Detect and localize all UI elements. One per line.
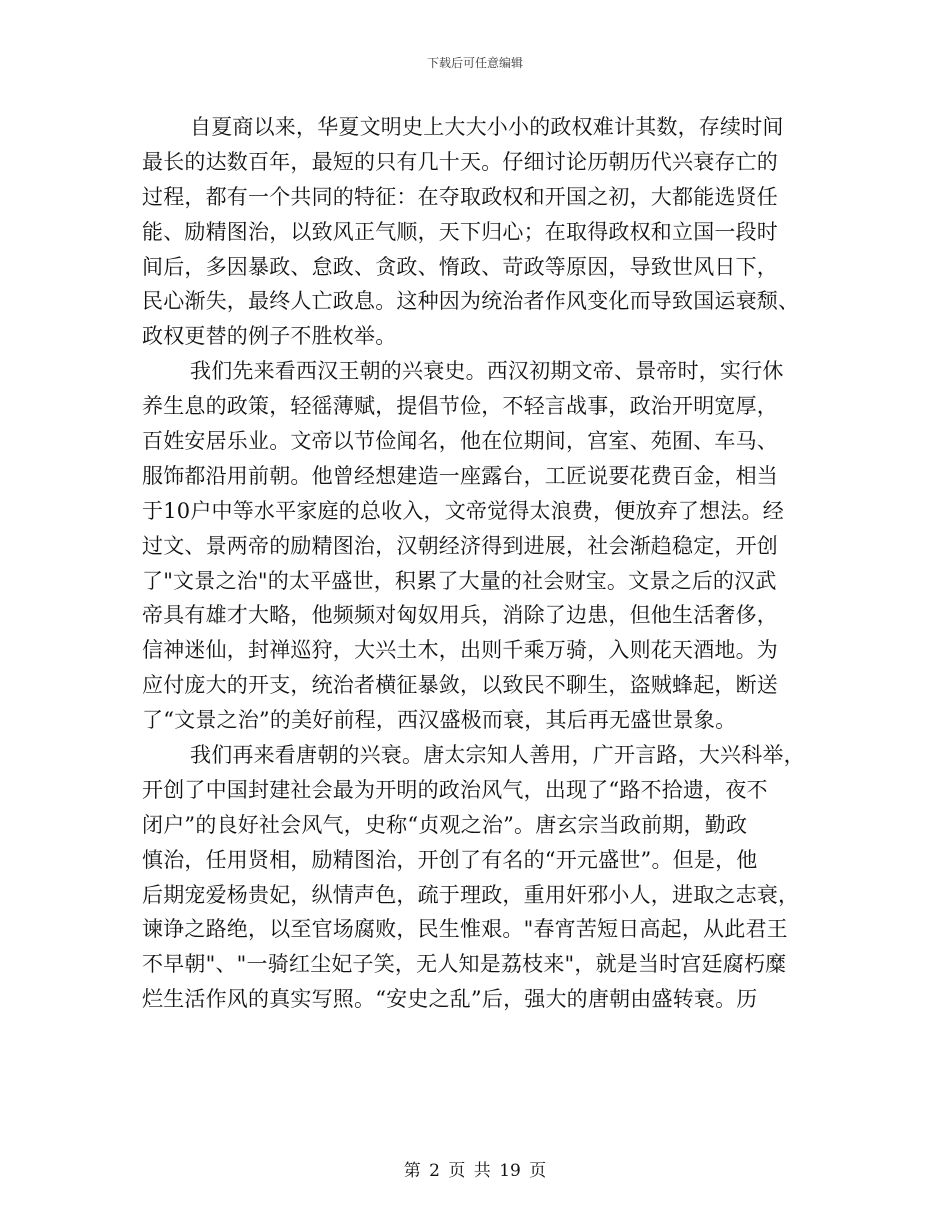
text-line: 过程，都有一个共同的特征：在夺取政权和开国之初，大都能选贤任 — [142, 184, 778, 209]
text-line: 烂生活作风的真实写照。“安史之乱”后，强大的唐朝由盛转衰。历 — [142, 987, 758, 1012]
text-line: 最长的达数百年，最短的只有几十天。仔细讨论历朝历代兴衰存亡的 — [142, 149, 778, 174]
paragraph-2 — [142, 354, 808, 738]
page-number-footer: 第 2 页 共 19 页 — [403, 1161, 547, 1181]
document-body — [142, 110, 808, 1017]
text-line: 应付庞大的开支，统治者横征暴敛，以致民不聊生，盗贼蜂起，断送 — [142, 673, 778, 698]
text-line: 服饰都沿用前朝。他曾经想建造一座露台，工匠说要花费百金，相当 — [142, 463, 778, 488]
text-line: 谏诤之路绝，以至官场腐败，民生惟艰。"春宵苦短日高起，从此君王 — [142, 917, 788, 942]
text-line: 开创了中国封建社会最为开明的政治风气，出现了“路不拾遗，夜不 — [142, 777, 768, 802]
text-line: 慎治，任用贤相，励精图治，开创了有名的“开元盛世”。但是，他 — [142, 847, 758, 872]
text-line: 闭户”的良好社会风气，史称“贞观之治”。唐玄宗当政前期，勤政 — [142, 812, 748, 837]
text-line: 信神迷仙，封禅巡狩，大兴土木，出则千乘万骑，入则花天酒地。为 — [142, 638, 778, 663]
text-line: 自夏商以来，华夏文明史上大大小小的政权难计其数，存续时间 — [190, 115, 784, 139]
text-line: 百姓安居乐业。文帝以节俭闻名，他在位期间，宫室、苑囿、车马、 — [142, 429, 778, 454]
paragraph-3 — [142, 738, 808, 1017]
text-line: 了“文景之治”的美好前程，西汉盛极而衰，其后再无盛世景象。 — [142, 708, 737, 733]
text-line: 不早朝"、"一骑红尘妃子笑，无人知是荔枝来"，就是当时宫廷腐朽糜 — [142, 952, 787, 977]
paragraph-1 — [142, 110, 808, 354]
text-line: 间后，多因暴政、怠政、贪政、惰政、苛政等原因，导致世风日下， — [142, 254, 778, 279]
text-line: 于10户中等水平家庭的总收入，文帝觉得太浪费，便放弃了想法。经 — [142, 498, 784, 523]
text-line: 后期宠爱杨贵妃，纵情声色，疏于理政，重用奸邪小人，进取之志衰， — [142, 882, 800, 907]
text-line: 我们再来看唐朝的兴衰。唐太宗知人善用，广开言路，大兴科举， — [190, 743, 805, 768]
text-line: 能、励精图治，以致风正气顺，天下归心；在取得政权和立国一段时 — [142, 219, 778, 244]
text-line: 民心渐失，最终人亡政息。这种因为统治者作风变化而导致国运衰颓、 — [142, 289, 800, 314]
text-line: 我们先来看西汉王朝的兴衰史。西汉初期文帝、景帝时，实行休 — [190, 359, 784, 384]
text-line: 政权更替的例子不胜枚举。 — [142, 324, 397, 349]
text-line: 帝具有雄才大略，他频频对匈奴用兵，消除了边患，但他生活奢侈， — [142, 603, 778, 628]
text-line: 了"文景之治"的太平盛世，积累了大量的社会财宝。文景之后的汉武 — [142, 568, 777, 593]
text-line: 过文、景两帝的励精图治，汉朝经济得到进展，社会渐趋稳定，开创 — [142, 533, 778, 558]
page-header: 下载后可任意编辑 — [426, 56, 523, 70]
text-line: 养生息的政策，轻徭薄赋，提倡节俭，不轻言战事，政治开明宽厚， — [142, 394, 778, 419]
